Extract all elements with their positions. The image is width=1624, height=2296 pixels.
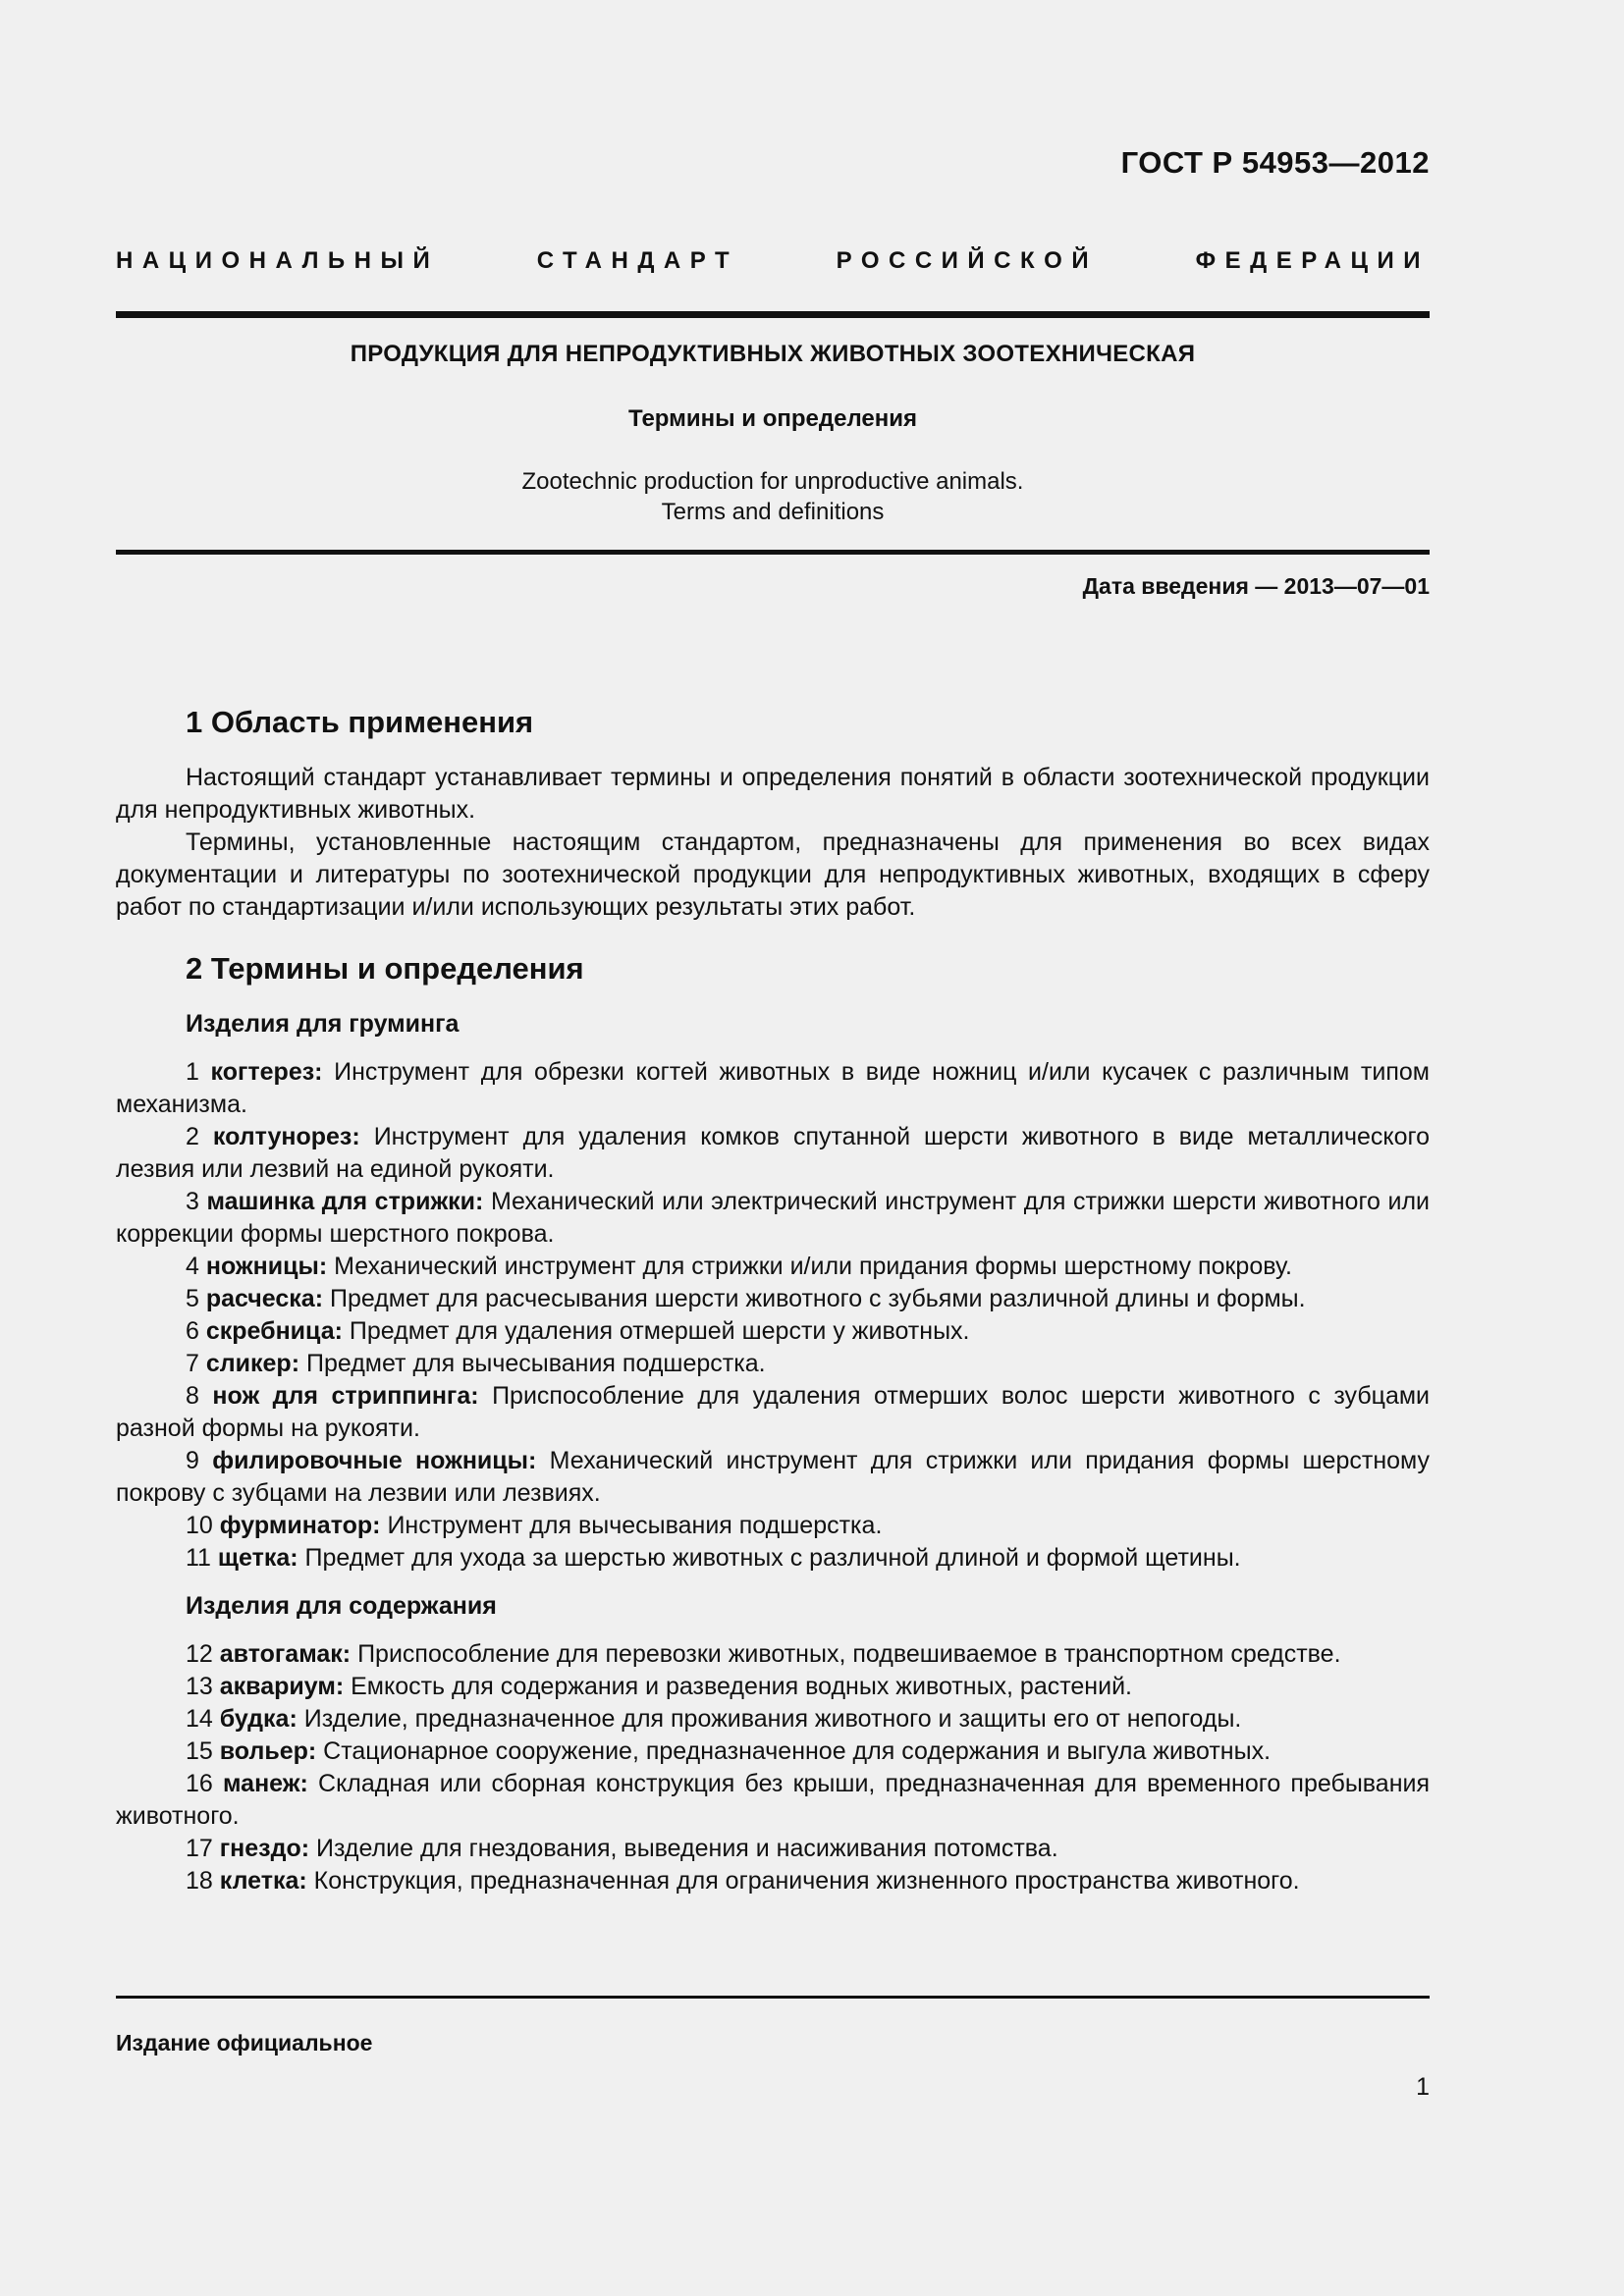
term-entry: [116, 1445, 1430, 1510]
term-number: 2: [186, 1123, 199, 1150]
term-definition: Приспособление для удаления отмерших волос шерсти животного с зубцами разной формы на рукояти.: [116, 1382, 1431, 1442]
national-standard-heading: НАЦИОНАЛЬНЫЙ СТАНДАРТ РОССИЙСКОЙ ФЕДЕРАЦИИ: [116, 247, 1430, 274]
english-title-line-1: Zootechnic production for unproductive animals.: [521, 468, 1024, 495]
term-entry: [116, 1768, 1430, 1833]
term-definition: Емкость для содержания и разведения водных животных, растений.: [351, 1673, 1132, 1700]
term-definition: Приспособление для перевозки животных, подвешиваемое в транспортном средстве.: [357, 1640, 1341, 1668]
term-definition: Конструкция, предназначенная для ограничения жизненного пространства животного.: [313, 1867, 1300, 1895]
subsection-heading: Изделия для груминга: [186, 1010, 460, 1038]
footer-rule: [116, 1996, 1430, 1999]
term-definition: Стационарное сооружение, предназначенное для содержания и выгула животных.: [323, 1737, 1272, 1765]
term-number: 13: [186, 1673, 213, 1700]
term-number: 6: [186, 1317, 199, 1345]
term-name: колтунорез:: [212, 1123, 360, 1150]
term-name: ножницы:: [205, 1253, 328, 1280]
document-subtitle: Термины и определения: [627, 405, 918, 432]
term-entry: [116, 1638, 1430, 1671]
term-number: 15: [186, 1737, 213, 1765]
term-number: 12: [186, 1640, 213, 1668]
term-number: 17: [186, 1835, 213, 1862]
term-number: 11: [186, 1544, 211, 1572]
term-number: 10: [186, 1512, 213, 1539]
term-name: аквариум:: [219, 1673, 345, 1700]
term-entry: [116, 1056, 1430, 1121]
term-entry: [116, 1542, 1430, 1575]
term-definition: Изделие для гнездования, выведения и насиживания потомства.: [316, 1835, 1058, 1862]
term-name: расческа:: [205, 1285, 324, 1312]
term-definition: Механический или электрический инструмент для стрижки шерсти животного или коррекции формы шерстного покрова.: [116, 1188, 1430, 1248]
term-name: скребница:: [205, 1317, 343, 1345]
term-number: 14: [186, 1705, 213, 1733]
term-name: гнездо:: [219, 1835, 310, 1862]
term-number: 8: [186, 1382, 199, 1410]
term-number: 9: [186, 1447, 199, 1474]
term-entry: [116, 1251, 1430, 1283]
paragraph: Термины, установленные настоящим стандартом, предназначены для применения во всех видах документации и литературы по зоотехнической продукции для непродуктивных животных, входящих в сферу работ по стандартизации и/или использующих результаты этих работ.: [116, 828, 1430, 921]
term-definition: Предмет для расчесывания шерсти животного с зубьями различной длины и формы.: [329, 1285, 1306, 1312]
subsection-heading: Изделия для содержания: [186, 1592, 497, 1620]
term-definition: Предмет для ухода за шерстью животных с различной длиной и формой щетины.: [304, 1544, 1241, 1572]
term-entry: [116, 1380, 1430, 1445]
term-name: когтерез:: [210, 1058, 323, 1086]
section-heading: 1 Область применения: [186, 705, 534, 739]
term-entry: [116, 1865, 1430, 1897]
term-name: нож для стриппинга:: [212, 1382, 479, 1410]
term-definition: Изделие, предназначенное для проживания животного и защиты его от непогоды.: [303, 1705, 1242, 1733]
document-body: [116, 703, 1430, 1897]
term-entry: [116, 1186, 1430, 1251]
term-list: [116, 1056, 1430, 1575]
term-list: [116, 1638, 1430, 1897]
term-name: будка:: [219, 1705, 298, 1733]
term-name: сликер:: [205, 1350, 300, 1377]
term-name: автогамак:: [219, 1640, 352, 1668]
term-definition: Инструмент для удаления комков спутанной шерсти животного в виде металлического лезвия или лезвий на единой рукояти.: [116, 1123, 1430, 1183]
term-number: 7: [186, 1350, 199, 1377]
document-number: ГОСТ Р 54953—2012: [1120, 145, 1430, 180]
term-number: 16: [186, 1770, 213, 1797]
term-entry: [116, 1348, 1430, 1380]
term-entry: [116, 1283, 1430, 1315]
page-number: 1: [1416, 2073, 1430, 2101]
term-name: клетка:: [219, 1867, 307, 1895]
term-definition: Предмет для удаления отмершей шерсти у животных.: [349, 1317, 970, 1345]
term-number: 1: [186, 1058, 199, 1086]
term-name: вольер:: [219, 1737, 317, 1765]
term-entry: [116, 1510, 1430, 1542]
document-title: ПРОДУКЦИЯ ДЛЯ НЕПРОДУКТИВНЫХ ЖИВОТНЫХ ЗООТЕХНИЧЕСКАЯ: [350, 341, 1196, 367]
paragraph: Настоящий стандарт устанавливает термины и определения понятий в области зоотехнической продукции для непродуктивных животных.: [116, 764, 1430, 824]
term-number: 4: [186, 1253, 199, 1280]
term-number: 18: [186, 1867, 213, 1895]
term-number: 5: [186, 1285, 199, 1312]
term-entry: [116, 1315, 1430, 1348]
term-entry: [116, 1833, 1430, 1865]
term-definition: Механический инструмент для стрижки или придания формы шерстному покрову с зубцами на лезвии или лезвиях.: [116, 1447, 1430, 1507]
introduction-date: Дата введения — 2013—07—01: [1082, 573, 1430, 599]
term-number: 3: [186, 1188, 199, 1215]
term-name: манеж:: [223, 1770, 308, 1797]
header-rule: [116, 311, 1430, 318]
term-definition: Инструмент для обрезки когтей животных в виде ножниц и/или кусачек с различным типом механизма.: [116, 1058, 1430, 1118]
term-entry: [116, 1735, 1430, 1768]
term-definition: Инструмент для вычесывания подшерстка.: [387, 1512, 883, 1539]
term-entry: [116, 1671, 1430, 1703]
term-name: щетка:: [217, 1544, 298, 1572]
title-rule: [116, 550, 1430, 555]
term-name: фурминатор:: [219, 1512, 381, 1539]
term-name: филировочные ножницы:: [212, 1447, 537, 1474]
term-definition: Механический инструмент для стрижки и/или придания формы шерстному покрову.: [334, 1253, 1292, 1280]
english-title: [116, 466, 1430, 527]
term-definition: Предмет для вычесывания подшерстка.: [305, 1350, 766, 1377]
term-entry: [116, 1703, 1430, 1735]
english-title-line-2: Terms and definitions: [661, 499, 885, 525]
section-heading: 2 Термины и определения: [186, 951, 584, 986]
term-definition: Складная или сборная конструкция без крыши, предназначенная для временного пребывания животного.: [116, 1770, 1430, 1830]
term-name: машинка для стрижки:: [206, 1188, 484, 1215]
official-edition-label: Издание официальное: [116, 2030, 373, 2056]
term-entry: [116, 1121, 1430, 1186]
